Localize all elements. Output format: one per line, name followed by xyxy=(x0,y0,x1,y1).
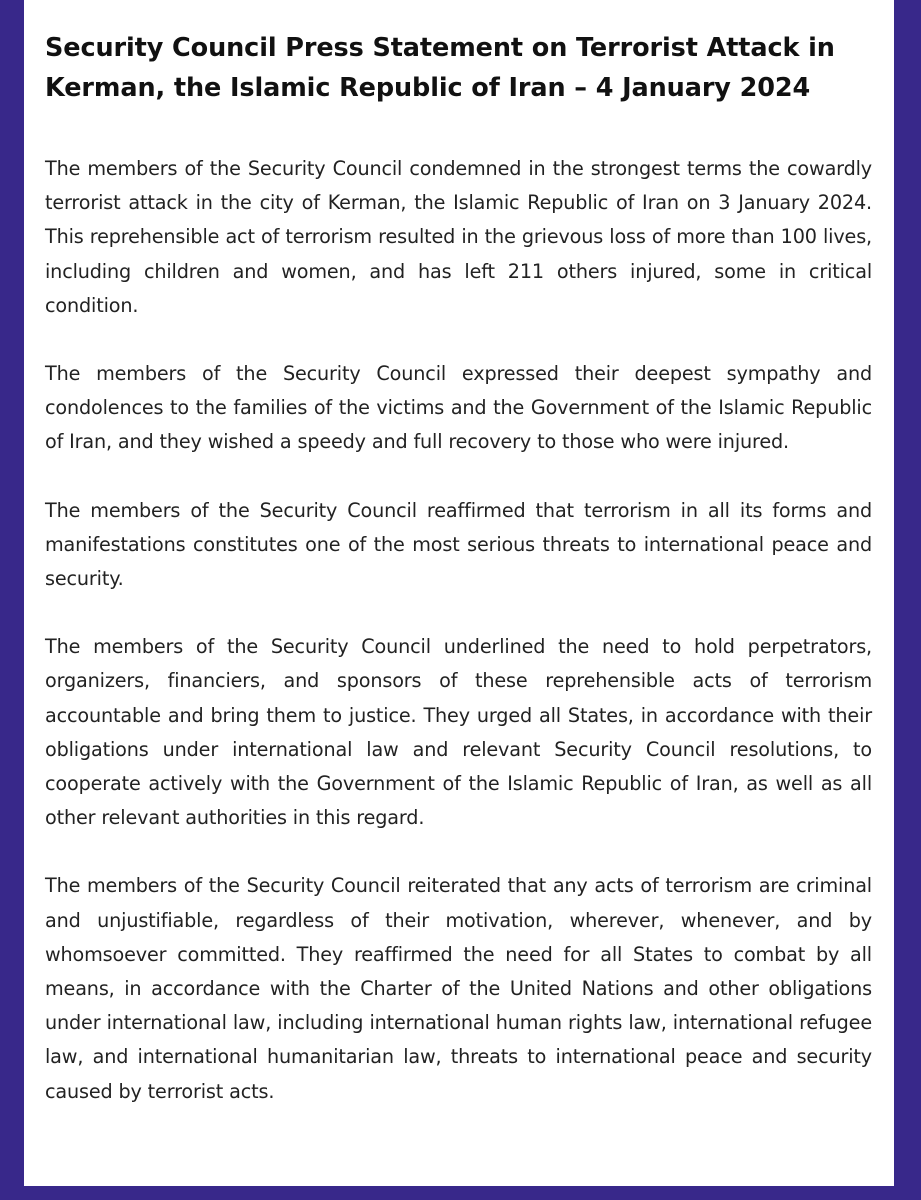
paragraph-condolences: The members of the Security Council expressed their deepest sympathy and condolences to the families of the victims and the Government of the Islamic Republic of Iran, and they wished a speedy and full recovery to those who were injured. xyxy=(45,362,872,454)
paragraph-reiteration: The members of the Security Council reiterated that any acts of terrorism are criminal and unjustifiable, regardless of their motivation, wherever, whenever, and by whomsoever committed. They reaffirmed the need for all States to combat by all means, in accordance with the Charter of the United Nations and other obligations under international law, including international human rights law, international refugee law, and international humanitarian law, threats to international peace and security caused by terrorist acts. xyxy=(45,874,872,1103)
paragraph-reaffirmation: The members of the Security Council reaffirmed that terrorism in all its forms and manifestations constitutes one of the most serious threats to international peace and security. xyxy=(45,498,872,591)
document-title: Security Council Press Statement on Terrorist Attack in Kerman, the Islamic Republic of Iran – 4 January 2024 xyxy=(45,33,835,103)
paragraph-condemnation: The members of the Security Council condemned in the strongest terms the cowardly terrorist attack in the city of Kerman, the Islamic Republic of Iran on 3 January 2024. This reprehensible act of terrorism resulted in the grievous loss of more than 100 lives, including children and women, and has left 211 others injured, some in critical condition. xyxy=(45,157,872,317)
paragraph-accountability: The members of the Security Council underlined the need to hold perpetrators, organizers, financiers, and sponsors of these reprehensible acts of terrorism accountable and bring them to justice. They urged all States, in accordance with their obligations under international law and relevant Security Council resolutions, to cooperate actively with the Government of the Islamic Republic of Iran, as well as all other relevant authorities in this regard. xyxy=(45,635,872,830)
statement-document xyxy=(24,0,894,1186)
